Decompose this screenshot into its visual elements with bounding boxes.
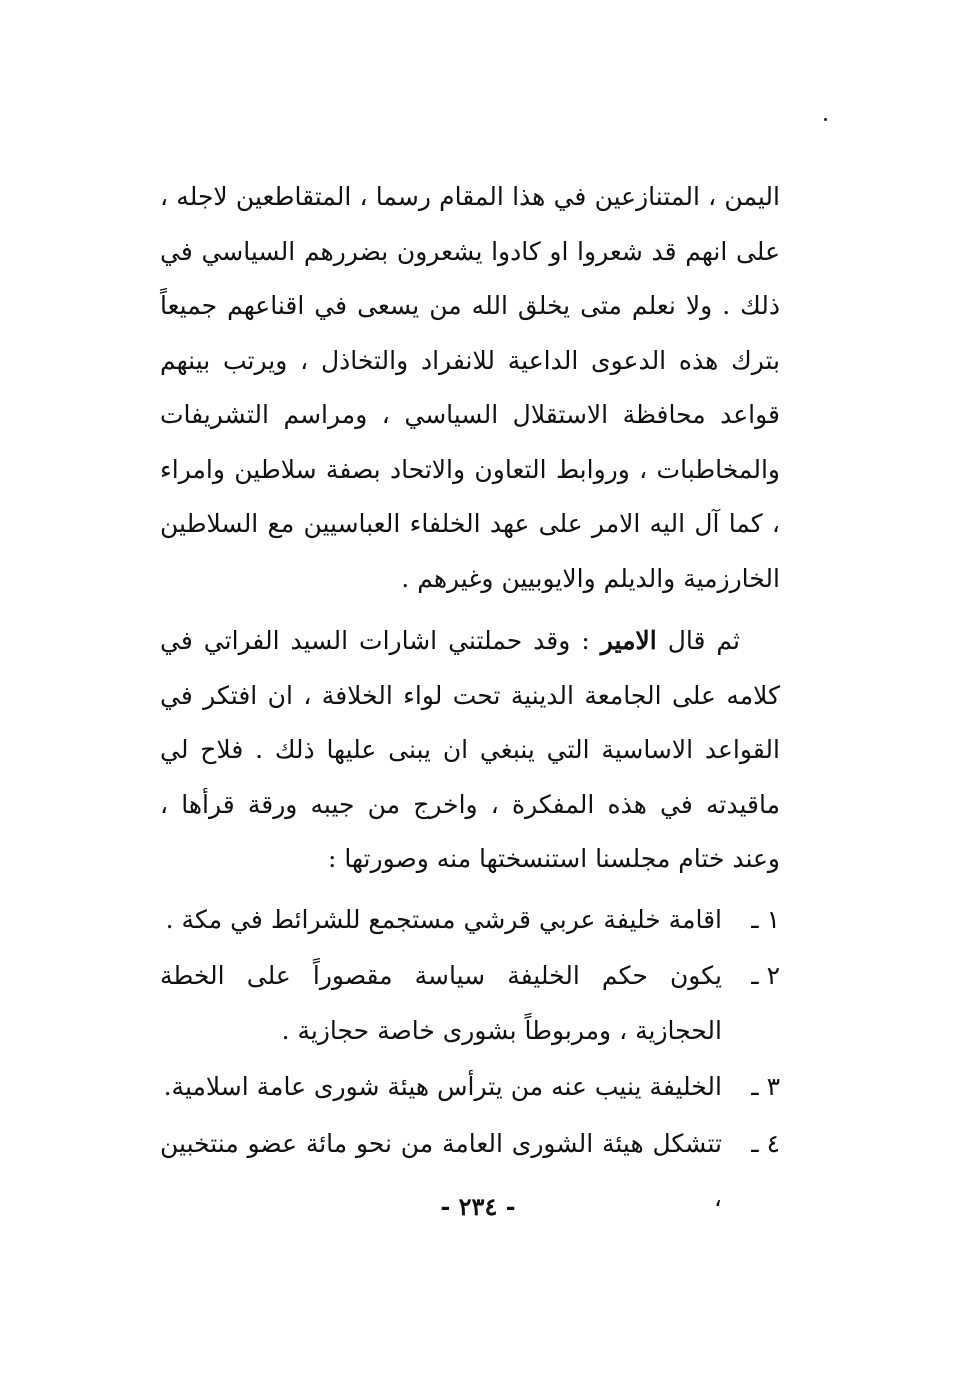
paragraph-2-prefix: ثم قال bbox=[667, 626, 741, 655]
body-text bbox=[160, 170, 780, 1228]
page-number: - ٢٣٤ - bbox=[440, 1192, 516, 1221]
ink-speck bbox=[824, 118, 827, 121]
list-item bbox=[160, 893, 780, 948]
paragraph-1: اليمن ، المتنازعين في هذا المقام رسما ، المتقاطعين لاجله ، على انهم قد شعروا او كادوا يشعرون بضررهم السياسي في ذلك . ولا نعلم متى يخلق الله من يسعى في اقناعهم جميعاً بترك هذه الدعوى الداعية للانفراد والتخاذل ، ويرتب بينهم قواعد محافظة الاستقلال السياسي ، ومراسم التشريفات والمخاطبات ، وروابط التعاون والاتحاد بصفة سلاطين وامراء ، كما آل اليه الامر على عهد الخلفاء العباسيين مع السلاطين الخارزمية والديلم والايوبيين وغيرهم . bbox=[160, 182, 780, 593]
paragraph-2 bbox=[160, 614, 780, 887]
speaker-name: الامير bbox=[600, 626, 657, 655]
list-item-text: الخليفة ينيب عنه من يترأس هيئة شورى عامة اسلامية. bbox=[163, 1072, 722, 1101]
list-item-number: ٤ ـ bbox=[751, 1128, 780, 1158]
numbered-list bbox=[160, 893, 780, 1226]
list-item bbox=[160, 1060, 780, 1115]
list-item bbox=[160, 949, 780, 1058]
list-item-number: ٣ ـ bbox=[751, 1072, 780, 1101]
list-item-text: تتشكل هيئة الشورى العامة من نحو مائة عضو منتخبين ، bbox=[160, 1128, 722, 1212]
list-item-number: ١ ـ bbox=[751, 904, 780, 934]
list-item-text: اقامة خليفة عربي قرشي مستجمع للشرائط في مكة . bbox=[165, 904, 722, 934]
list-item-number: ٢ ـ bbox=[751, 961, 780, 990]
list-item-text: يكون حكم الخليفة سياسة مقصوراً على الخطة الحجازية ، ومربوطاً بشورى خاصة حجازية . bbox=[160, 961, 722, 1045]
paragraph-2-text: : وقد حملتني اشارات السيد الفراتي في كلامه على الجامعة الدينية تحت لواء الخلافة ، ان افتكر في القواعد الاساسية التي ينبغي ان يبنى عليها ذلك . فلاح لي ماقيدته في هذه المفكرة ، واخرج من جيبه ورقة قرأها ، وعند ختام مجلسنا استنسختها منه وصورتها : bbox=[160, 626, 780, 873]
